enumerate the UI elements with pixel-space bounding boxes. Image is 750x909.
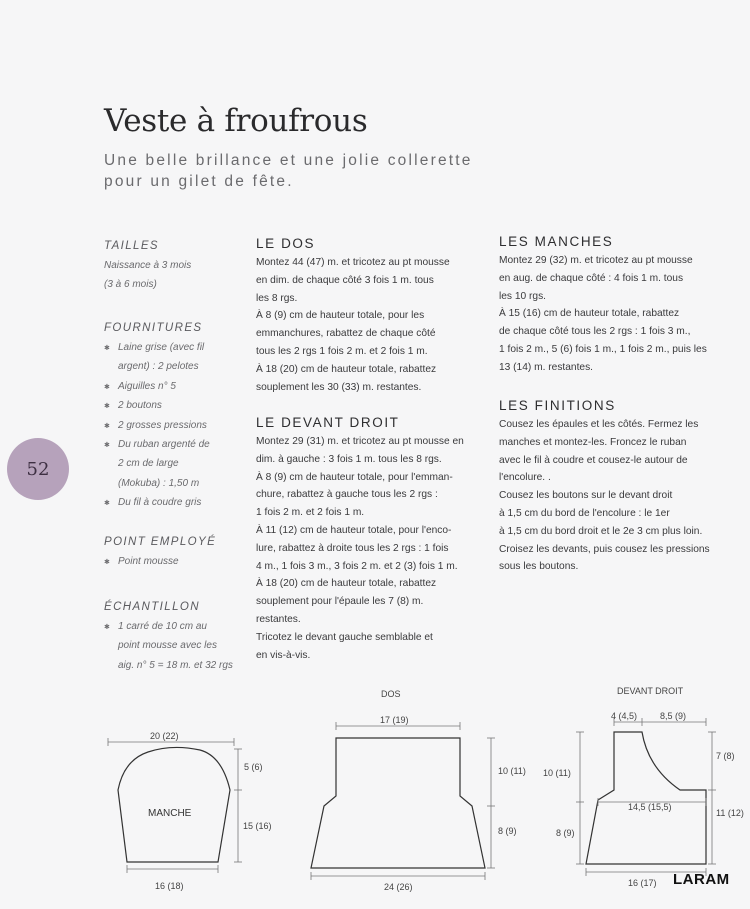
manche-shape [118, 747, 230, 862]
echantillon-item: point mousse avec les [118, 640, 217, 652]
devant-line: 4 m., 1 fois 3 m., 3 fois 2 m. et 2 (3) fois 1 m. [256, 560, 458, 572]
dos-title: DOS [381, 689, 401, 699]
devant-right-top-label: 7 (8) [716, 751, 735, 761]
finitions-line: Cousez les boutons sur le devant droit [499, 490, 673, 502]
dos-line: les 8 rgs. [256, 292, 298, 304]
sidebar-echantillon [104, 597, 254, 675]
fourniture-item: 2 cm de large [118, 458, 179, 470]
fourniture-item: ✱ Du fil à coudre gris [104, 493, 254, 512]
devant-left-bottom-label: 8 (9) [556, 828, 575, 838]
manche-right-bottom-label: 15 (16) [243, 821, 272, 831]
finitions-line: manches et montez-les. Froncez le ruban [499, 436, 687, 448]
page-title: Veste à froufrous [104, 103, 368, 139]
dos-right-bottom-label: 8 (9) [498, 826, 517, 836]
manche-right-top-label: 5 (6) [244, 762, 263, 772]
devant-line: Tricotez le devant gauche semblable et [256, 631, 433, 643]
point-item: ✱ Point mousse [104, 552, 254, 571]
devant-line: Montez 29 (31) m. et tricotez au pt mousse en [256, 436, 464, 447]
devant-right-bottom-label: 11 (12) [716, 808, 744, 818]
manche-diagram [108, 731, 272, 891]
section-manches [499, 233, 734, 377]
devant-shape [586, 732, 706, 864]
sidebar-point [104, 532, 254, 571]
section-devant-droit [256, 414, 494, 664]
watermark: LARAM [673, 871, 730, 888]
dos-shape [311, 738, 485, 868]
tailles-value: (3 à 6 mois) [104, 279, 157, 291]
devant-line: 1 fois 2 m. et 2 fois 1 m. [256, 507, 365, 519]
manches-heading: LES MANCHES [499, 234, 614, 249]
dos-diagram [311, 689, 526, 892]
manches-line: les 10 rgs. [499, 290, 546, 302]
finitions-line: sous les boutons. [499, 561, 579, 573]
devant-line: restantes. [256, 613, 301, 625]
finitions-line: Croisez les devants, puis cousez les pressions [499, 543, 710, 555]
fourniture-item: ✱ 2 grosses pressions [104, 416, 254, 435]
pattern-diagrams [0, 680, 750, 909]
echantillon-heading: ÉCHANTILLON [104, 601, 200, 613]
tailles-value: Naissance à 3 mois [104, 260, 192, 271]
devant-line: dim. à gauche : 3 fois 1 m. tous les 8 rgs. [256, 453, 442, 465]
section-dos [256, 235, 491, 396]
dos-line: en dim. de chaque côté 3 fois 1 m. tous [256, 274, 434, 286]
sidebar-fournitures [104, 318, 254, 513]
dos-top-label: 17 (19) [380, 715, 409, 725]
page-number-badge: 52 [7, 438, 69, 500]
devant-middle-label: 14,5 (15,5) [628, 802, 672, 812]
fourniture-item: ✱ Aiguilles n° 5 [104, 377, 254, 396]
finitions-line: Cousez les épaules et les côtés. Fermez les [499, 419, 699, 430]
manche-label: MANCHE [148, 808, 192, 819]
subtitle-line: pour un gilet de fête. [104, 173, 294, 190]
fourniture-item: (Mokuba) : 1,50 m [118, 477, 200, 489]
dos-line: À 18 (20) cm de hauteur totale, rabattez [256, 363, 437, 375]
devant-line: souplement pour l'épaule les 7 (8) m. [256, 596, 424, 608]
finitions-heading: LES FINITIONS [499, 398, 616, 413]
dos-right-top-label: 10 (11) [498, 766, 526, 776]
devant-left-top-label: 10 (11) [543, 768, 571, 778]
page-subtitle [104, 150, 534, 192]
devant-line: lure, rabattez à droite tous les 2 rgs : 1 fois [256, 542, 449, 554]
manches-line: 13 (14) m. restantes. [499, 361, 593, 373]
devant-line: À 18 (20) cm de hauteur totale, rabattez [256, 578, 437, 590]
devant-line: en vis-à-vis. [256, 649, 311, 661]
dos-bottom-label: 24 (26) [384, 882, 413, 892]
manches-line: de chaque côté tous les 2 rgs : 1 fois 3 m., [499, 326, 691, 338]
fourniture-item: ✱ Du ruban argenté de [104, 435, 254, 454]
devant-line: À 8 (9) cm de hauteur totale, pour l'emman- [256, 471, 453, 483]
dos-line: À 8 (9) cm de hauteur totale, pour les [256, 310, 425, 322]
manches-line: Montez 29 (32) m. et tricotez au pt mousse [499, 255, 693, 266]
devant-top-left-label: 4 (4,5) [611, 711, 638, 721]
devant-bottom-label: 16 (17) [628, 878, 657, 888]
echantillon-item: aig. n° 5 = 18 m. et 32 rgs [118, 659, 233, 671]
finitions-line: à 1,5 cm du bord droit et le 2e 3 cm plus loin. [499, 525, 703, 537]
tailles-heading: TAILLES [104, 240, 159, 252]
finitions-line: l'encolure. . [499, 472, 551, 484]
devant-line: À 11 (12) cm de hauteur totale, pour l'enco- [256, 524, 452, 536]
fourniture-item: argent) : 2 pelotes [118, 361, 199, 373]
dos-line: Montez 44 (47) m. et tricotez au pt mousse [256, 257, 450, 268]
manches-line: À 15 (16) cm de hauteur totale, rabattez [499, 308, 680, 320]
finitions-line: à 1,5 cm du bord de l'encolure : le 1er [499, 507, 670, 519]
section-finitions [499, 397, 739, 576]
manche-top-label: 20 (22) [150, 731, 179, 741]
finitions-line: avec le fil à coudre et cousez-le autour de [499, 454, 688, 466]
fourniture-item: ✱ 2 boutons [104, 396, 254, 415]
dos-line: souplement les 30 (33) m. restantes. [256, 381, 422, 393]
dos-line: emmanchures, rabattez de chaque côté [256, 328, 436, 340]
dos-heading: LE DOS [256, 236, 316, 251]
devant-heading: LE DEVANT DROIT [256, 415, 400, 430]
point-heading: POINT EMPLOYÉ [104, 536, 217, 548]
manche-bottom-label: 16 (18) [155, 881, 184, 891]
devant-top-right-label: 8,5 (9) [660, 711, 687, 721]
fournitures-heading: FOURNITURES [104, 322, 203, 334]
fourniture-item: ✱ Laine grise (avec fil [104, 338, 254, 357]
dos-line: tous les 2 rgs 1 fois 2 m. et 2 fois 1 m. [256, 345, 428, 357]
devant-line: chure, rabattez à gauche tous les 2 rgs : [256, 489, 438, 501]
devant-diagram [543, 686, 744, 888]
sidebar-tailles [104, 236, 254, 295]
echantillon-item: ✱ 1 carré de 10 cm au [104, 617, 254, 636]
manches-line: 1 fois 2 m., 5 (6) fois 1 m., 1 fois 2 m., puis les [499, 343, 707, 355]
subtitle-line: Une belle brillance et une jolie collerette [104, 152, 473, 169]
devant-title: DEVANT DROIT [617, 686, 684, 696]
manches-line: en aug. de chaque côté : 4 fois 1 m. tous [499, 272, 684, 284]
